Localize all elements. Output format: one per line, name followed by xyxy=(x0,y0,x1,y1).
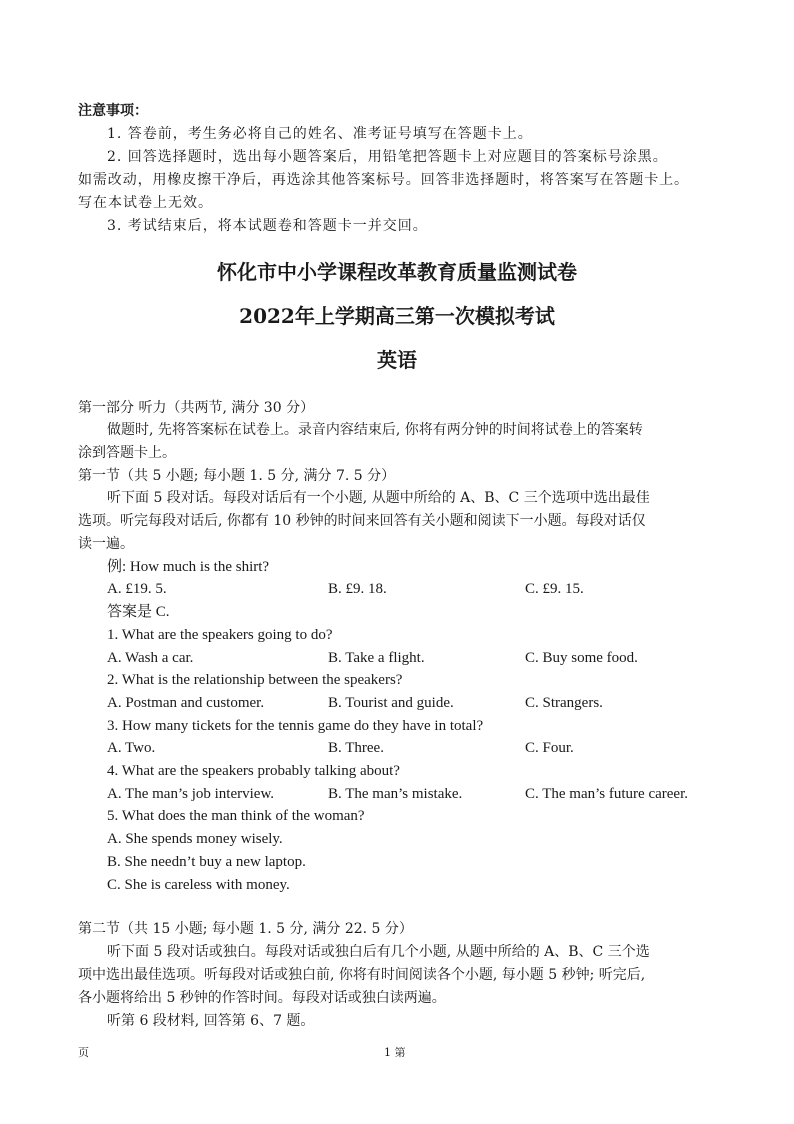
q4-option-a: A. The man’s job interview. xyxy=(107,786,275,802)
question-5: 5. What does the man think of the woman? xyxy=(107,808,365,824)
part1-heading: 第一部分 听力（共两节, 满分 30 分） xyxy=(78,400,315,416)
example-option-c: C. £9. 15. xyxy=(525,581,584,597)
footer-page-label: 页 xyxy=(78,1046,89,1059)
section2-heading: 第二节（共 15 小题; 每小题 1. 5 分, 满分 22. 5 分） xyxy=(78,921,413,937)
example-answer: 答案是 C. xyxy=(107,604,170,620)
part1-intro-1: 做题时, 先将答案标在试卷上。录音内容结束后, 你将有两分钟的时间将试卷上的答案转 xyxy=(107,422,643,438)
q3-option-a: A. Two. xyxy=(107,740,156,756)
listen-6-instruction: 听第 6 段材料, 回答第 6、7 题。 xyxy=(107,1013,315,1029)
q5-option-b: B. She needn’t buy a new laptop. xyxy=(107,854,306,870)
section1-heading: 第一节（共 5 小题; 每小题 1. 5 分, 满分 7. 5 分） xyxy=(78,468,396,484)
footer-page-number: 1 第 xyxy=(384,1046,406,1059)
section2-intro-1: 听下面 5 段对话或独白。每段对话或独白后有几个小题, 从题中所给的 A、B、C 三个选 xyxy=(107,944,650,960)
q1-option-c: C. Buy some food. xyxy=(525,650,638,666)
notice-line-3: 如需改动，用橡皮擦干净后，再选涂其他答案标号。回答非选择题时，将答案写在答题卡上。 xyxy=(78,172,689,188)
notice-line-1: 1. 答卷前，考生务必将自己的姓名、准考证号填写在答题卡上。 xyxy=(107,126,533,142)
q3-option-b: B. Three. xyxy=(328,740,384,756)
question-2: 2. What is the relationship between the speakers? xyxy=(107,672,403,688)
example-option-b: B. £9. 18. xyxy=(328,581,387,597)
exam-title-subject: 英语 xyxy=(377,348,417,372)
notice-line-5: 3. 考试结束后，将本试题卷和答题卡一并交回。 xyxy=(107,218,428,234)
exam-title-2: 2022年上学期高三第一次模拟考试 xyxy=(239,304,555,328)
exam-title-1: 怀化市中小学课程改革教育质量监测试卷 xyxy=(217,260,577,284)
example-question: 例: How much is the shirt? xyxy=(107,559,270,575)
q1-option-a: A. Wash a car. xyxy=(107,650,194,666)
q1-option-b: B. Take a flight. xyxy=(328,650,425,666)
section1-intro-1: 听下面 5 段对话。每段对话后有一个小题, 从题中所给的 A、B、C 三个选项中选出最佳 xyxy=(107,490,650,506)
example-option-a: A. £19. 5. xyxy=(107,581,167,597)
notice-heading: 注意事项： xyxy=(78,103,148,119)
notice-line-2: 2. 回答选择题时，选出每小题答案后，用铅笔把答题卡上对应题目的答案标号涂黑。 xyxy=(107,149,668,165)
q2-option-c: C. Strangers. xyxy=(525,695,603,711)
q3-option-c: C. Four. xyxy=(525,740,574,756)
question-4: 4. What are the speakers probably talking about? xyxy=(107,763,400,779)
part1-intro-2: 涂到答题卡上。 xyxy=(78,445,176,461)
q5-option-a: A. She spends money wisely. xyxy=(107,831,283,847)
q4-option-c: C. The man’s future career. xyxy=(525,786,688,802)
section2-intro-3: 各小题将给出 5 秒钟的作答时间。每段对话或独白读两遍。 xyxy=(78,990,446,1006)
notice-line-4: 写在本试卷上无效。 xyxy=(78,195,213,211)
q4-option-b: B. The man’s mistake. xyxy=(328,786,463,802)
q5-option-c: C. She is careless with money. xyxy=(107,877,290,893)
question-1: 1. What are the speakers going to do? xyxy=(107,627,333,643)
section1-intro-3: 读一遍。 xyxy=(78,536,134,552)
section2-intro-2: 项中选出最佳选项。听每段对话或独白前, 你将有时间阅读各个小题, 每小题 5 秒钟; 听完后, xyxy=(78,967,646,983)
q2-option-a: A. Postman and customer. xyxy=(107,695,265,711)
q2-option-b: B. Tourist and guide. xyxy=(328,695,454,711)
section1-intro-2: 选项。听完每段对话后, 你都有 10 秒钟的时间来回答有关小题和阅读下一小题。每段对话仅 xyxy=(78,513,646,529)
question-3: 3. How many tickets for the tennis game do they have in total? xyxy=(107,718,484,734)
